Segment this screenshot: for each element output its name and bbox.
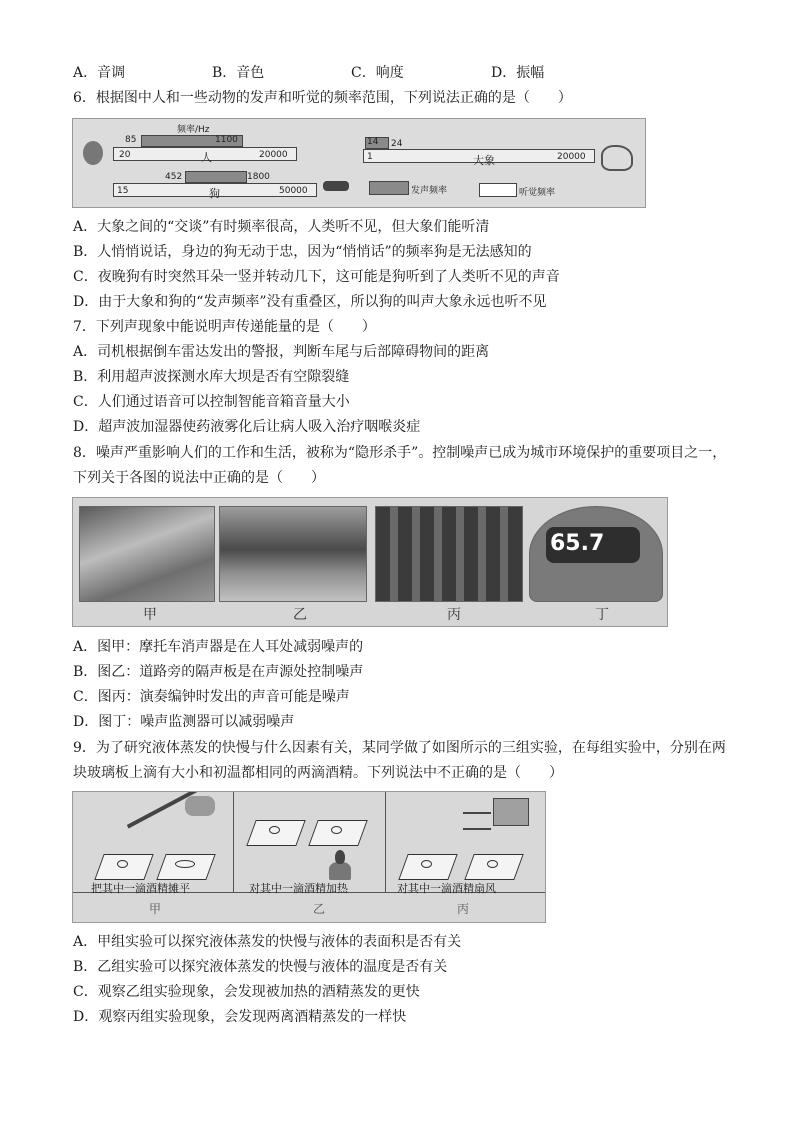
q9-option-a: A．甲组实验可以探究液体蒸发的快慢与液体的表面积是否有关	[73, 934, 462, 950]
q6-option-b: B．人悄悄说话，身边的狗无动于忠，因为“悄悄话”的频率狗是无法感知的	[73, 244, 532, 260]
caption-jia: 甲	[143, 607, 157, 623]
q7-stem: 7．下列声现象中能说明声传递能量的是（ ）	[73, 319, 376, 335]
flame-icon	[335, 850, 345, 864]
caption-ding: 丁	[595, 607, 609, 623]
q9-stem-line2: 块玻璃板上滴有大小和初温都相同的两滴酒精。下列说法中不正确的是（ ）	[73, 765, 563, 781]
legend-voice-swatch	[369, 181, 409, 195]
q9-option-b: B．乙组实验可以探究液体蒸发的快慢与液体的温度是否有关	[73, 959, 448, 975]
elephant-hear-low: 1	[367, 152, 373, 162]
q5-option-b: B．音色	[212, 65, 265, 81]
q8-option-d: D．图丁：噪声监测器可以减弱噪声	[73, 714, 295, 730]
legend-hearing-swatch	[479, 183, 517, 197]
q6-option-c: C．夜晚狗有时突然耳朵一竖并转动几下，这可能是狗听到了人类听不见的声音	[73, 269, 560, 285]
human-voice-high: 1100	[215, 135, 238, 145]
caption-yi: 乙	[293, 607, 307, 623]
dog-hear-low: 15	[117, 186, 129, 196]
q9-option-d: D．观察丙组实验现象，会发现两离酒精蒸发的一样快	[73, 1009, 407, 1025]
photo-chime-bells	[375, 506, 523, 602]
q9-stem-line1: 9．为了研究液体蒸发的快慢与什么因素有关，某同学做了如图所示的三组实验，在每组实验中，分别在两	[73, 740, 726, 756]
q7-option-c: C．人们通过语音可以控制智能音箱音量大小	[73, 394, 350, 410]
axis-label: 频率/Hz	[177, 125, 210, 135]
q8-option-b: B．图乙：道路旁的隔声板是在声源处控制噪声	[73, 664, 364, 680]
q7-option-b: B．利用超声波探测水库大坝是否有空隙裂缝	[73, 369, 350, 385]
alcohol-drop-4	[331, 826, 342, 834]
q7-option-a: A．司机根据倒车雷达发出的警报，判断车尾与后部障碍物间的距离	[73, 344, 490, 360]
human-hear-low: 20	[119, 150, 131, 160]
panel-text-yi: 对其中一滴酒精加热	[249, 882, 348, 895]
elephant-voice-high: 24	[391, 139, 403, 149]
wind-lines-icon	[463, 812, 491, 830]
q6-frequency-figure	[72, 118, 646, 208]
legend-voice-label: 发声频率	[411, 186, 448, 196]
panel-divider-1	[233, 792, 234, 892]
caption-jia-9: 甲	[149, 902, 162, 916]
panel-text-jia: 把其中一滴酒精摊平	[91, 882, 190, 895]
elephant-icon	[601, 145, 633, 171]
alcohol-drop-6	[487, 860, 498, 868]
q5-options	[73, 64, 633, 82]
elephant-hear-high: 20000	[557, 152, 586, 162]
q8-stem-line1: 8．噪声严重影响人们的工作和生活，被称为“隐形杀手”。控制噪声已成为城市环境保护的重要项目之一，	[73, 445, 727, 461]
q8-stem-line2: 下列关于各图的说法中正确的是（ ）	[73, 470, 325, 486]
dog-voice-high: 1800	[247, 172, 270, 182]
q6-option-a: A．大象之间的“交谈”有时频率很高，人类听不见，但大象们能听清	[73, 219, 490, 235]
panel-text-bing: 对其中一滴酒精扇风	[397, 882, 496, 895]
panel-divider-2	[385, 792, 386, 892]
human-label: 人	[201, 151, 212, 164]
photo-noise-barrier	[219, 506, 367, 602]
q9-option-c: C．观察乙组实验现象，会发现被加热的酒精蒸发的更快	[73, 984, 420, 1000]
human-voice-low: 85	[125, 135, 137, 145]
dog-voice-low: 452	[165, 172, 183, 182]
dog-voice-bar	[185, 171, 247, 183]
alcohol-drop-1	[117, 860, 128, 868]
dog-label: 狗	[209, 187, 220, 200]
alcohol-drop-2	[175, 860, 195, 868]
q5-option-c: C．响度	[351, 65, 404, 81]
q8-option-a: A．图甲：摩托车消声器是在人耳处减弱噪声的	[73, 639, 364, 655]
q8-option-c: C．图丙：演奏编钟时发出的声音可能是噪声	[73, 689, 350, 705]
photo-noise-monitor	[529, 506, 663, 602]
q9-evaporation-figure	[72, 791, 546, 923]
q8-noise-figure	[72, 497, 668, 627]
elephant-label: 大象	[473, 154, 495, 167]
caption-yi-9: 乙	[313, 902, 326, 916]
alcohol-drop-5	[421, 860, 432, 868]
photo-motorcycle-muffler	[79, 506, 215, 602]
fan-hand-icon	[493, 798, 529, 826]
hand-icon	[185, 796, 215, 816]
q6-stem: 6．根据图中人和一些动物的发声和听觉的频率范围，下列说法正确的是（ ）	[73, 90, 572, 106]
caption-bing: 丙	[447, 607, 461, 623]
caption-bing-9: 丙	[457, 902, 470, 916]
q5-option-d: D．振幅	[491, 65, 545, 81]
q7-option-d: D．超声波加湿器使药液雾化后让病人吸入治疗咽喉炎症	[73, 419, 421, 435]
human-hear-high: 20000	[259, 150, 288, 160]
q5-option-a: A．音调	[73, 65, 126, 81]
q6-option-d: D．由于大象和狗的“发声频率”没有重叠区，所以狗的叫声大象永远也听不见	[73, 294, 547, 310]
legend-hearing-label: 听觉频率	[519, 188, 556, 198]
dog-hear-high: 50000	[279, 186, 308, 196]
alcohol-lamp-icon	[329, 862, 351, 880]
alcohol-drop-3	[269, 826, 280, 834]
dog-icon	[323, 181, 349, 191]
elephant-voice-low: 14	[367, 137, 379, 147]
person-head-icon	[83, 141, 103, 165]
monitor-reading: 65.7	[550, 531, 605, 556]
